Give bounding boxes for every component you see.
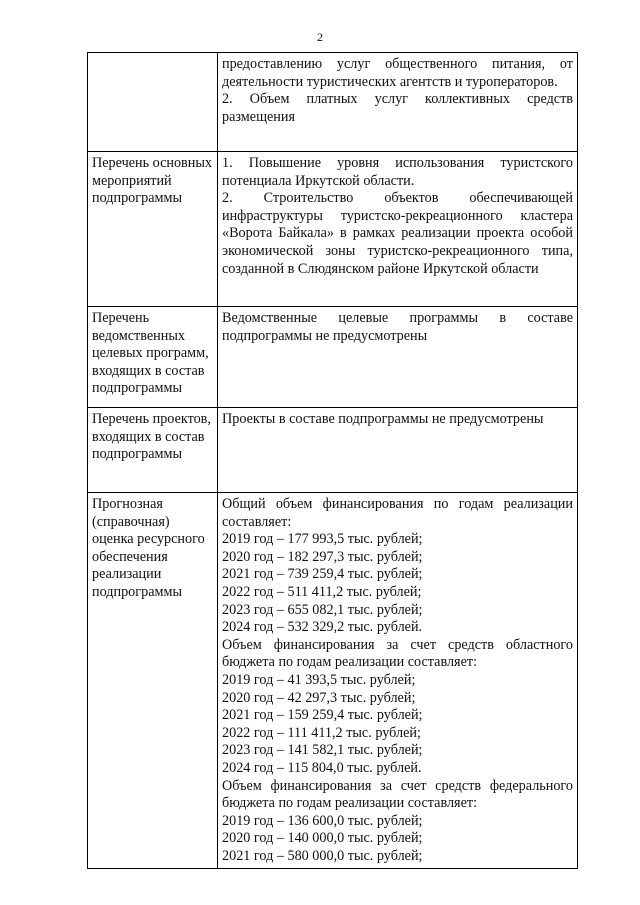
content-line: 2022 год – 111 411,2 тыс. рублей; xyxy=(222,724,421,741)
row-label: Перечень ведомственных целевых программ, входящих в состав подпрограммы xyxy=(88,307,218,408)
content-line: Общий объем финансирования по годам реализации составляет: xyxy=(222,496,573,530)
content-line: 2019 год – 41 393,5 тыс. рублей; xyxy=(222,671,416,688)
content-line: 2019 год – 177 993,5 тыс. рублей; xyxy=(222,531,423,548)
content-line: 2021 год – 159 259,4 тыс. рублей; xyxy=(222,707,423,724)
content-line: 2019 год – 136 600,0 тыс. рублей; xyxy=(222,812,423,829)
row-content xyxy=(218,493,578,869)
content-line: 2020 год – 182 297,3 тыс. рублей; xyxy=(222,548,423,565)
content-line: 2024 год – 115 804,0 тыс. рублей. xyxy=(222,759,422,776)
row-label: Прогнозная (справочная) оценка ресурсного обеспечения реализации подпрограммы xyxy=(88,493,218,869)
row-content xyxy=(218,408,578,493)
content-line: 2023 год – 141 582,1 тыс. рублей; xyxy=(222,742,423,759)
content-line: Объем финансирования за счет средств областного бюджета по годам реализации составляет: xyxy=(222,636,573,671)
content-line: Ведомственные целевые программы в составе подпрограммы не предусмотрены xyxy=(222,310,573,344)
content-line: 2021 год – 580 000,0 тыс. рублей; xyxy=(222,847,423,864)
content-line: 1. Повышение уровня использования туристского потенциала Иркутской области. xyxy=(222,155,573,189)
content-line: 2022 год – 511 411,2 тыс. рублей; xyxy=(222,583,422,600)
content-line: 2024 год – 532 329,2 тыс. рублей. xyxy=(222,619,423,636)
content-line: 2021 год – 739 259,4 тыс. рублей; xyxy=(222,566,423,583)
content-line: 2. Строительство объектов обеспечивающей инфраструктуры туристско-рекреационного кластера «Ворота Байкала» в рамках реализации проекта особой экономической зоны туристско-рекреационного типа, созданной в Слюдянском районе Иркутской области xyxy=(222,190,573,277)
row-label: Перечень основных мероприятий подпрограммы xyxy=(88,152,218,307)
row-content xyxy=(218,307,578,408)
row-label: Перечень проектов, входящих в состав подпрограммы xyxy=(88,408,218,493)
content-line: 2. Объем платных услуг коллективных средств размещения xyxy=(222,91,573,125)
content-line: Объем финансирования за счет средств федерального бюджета по годам реализации составляет: xyxy=(222,777,573,812)
subprogram-passport-table xyxy=(87,52,578,869)
content-line: предоставлению услуг общественного питания, от деятельности туристических агентств и туроператоров. xyxy=(222,56,573,90)
table-row xyxy=(88,307,578,408)
content-line: 2023 год – 655 082,1 тыс. рублей; xyxy=(222,601,423,618)
content-line: 2020 год – 42 297,3 тыс. рублей; xyxy=(222,689,416,706)
row-content xyxy=(218,53,578,152)
row-label xyxy=(88,53,218,152)
table-row xyxy=(88,493,578,869)
page-number: 2 xyxy=(317,30,323,44)
content-line: 2020 год – 140 000,0 тыс. рублей; xyxy=(222,830,423,847)
table-row xyxy=(88,152,578,307)
row-content xyxy=(218,152,578,307)
table-row xyxy=(88,408,578,493)
table-row xyxy=(88,53,578,152)
content-line: Проекты в составе подпрограммы не предусмотрены xyxy=(222,411,544,427)
